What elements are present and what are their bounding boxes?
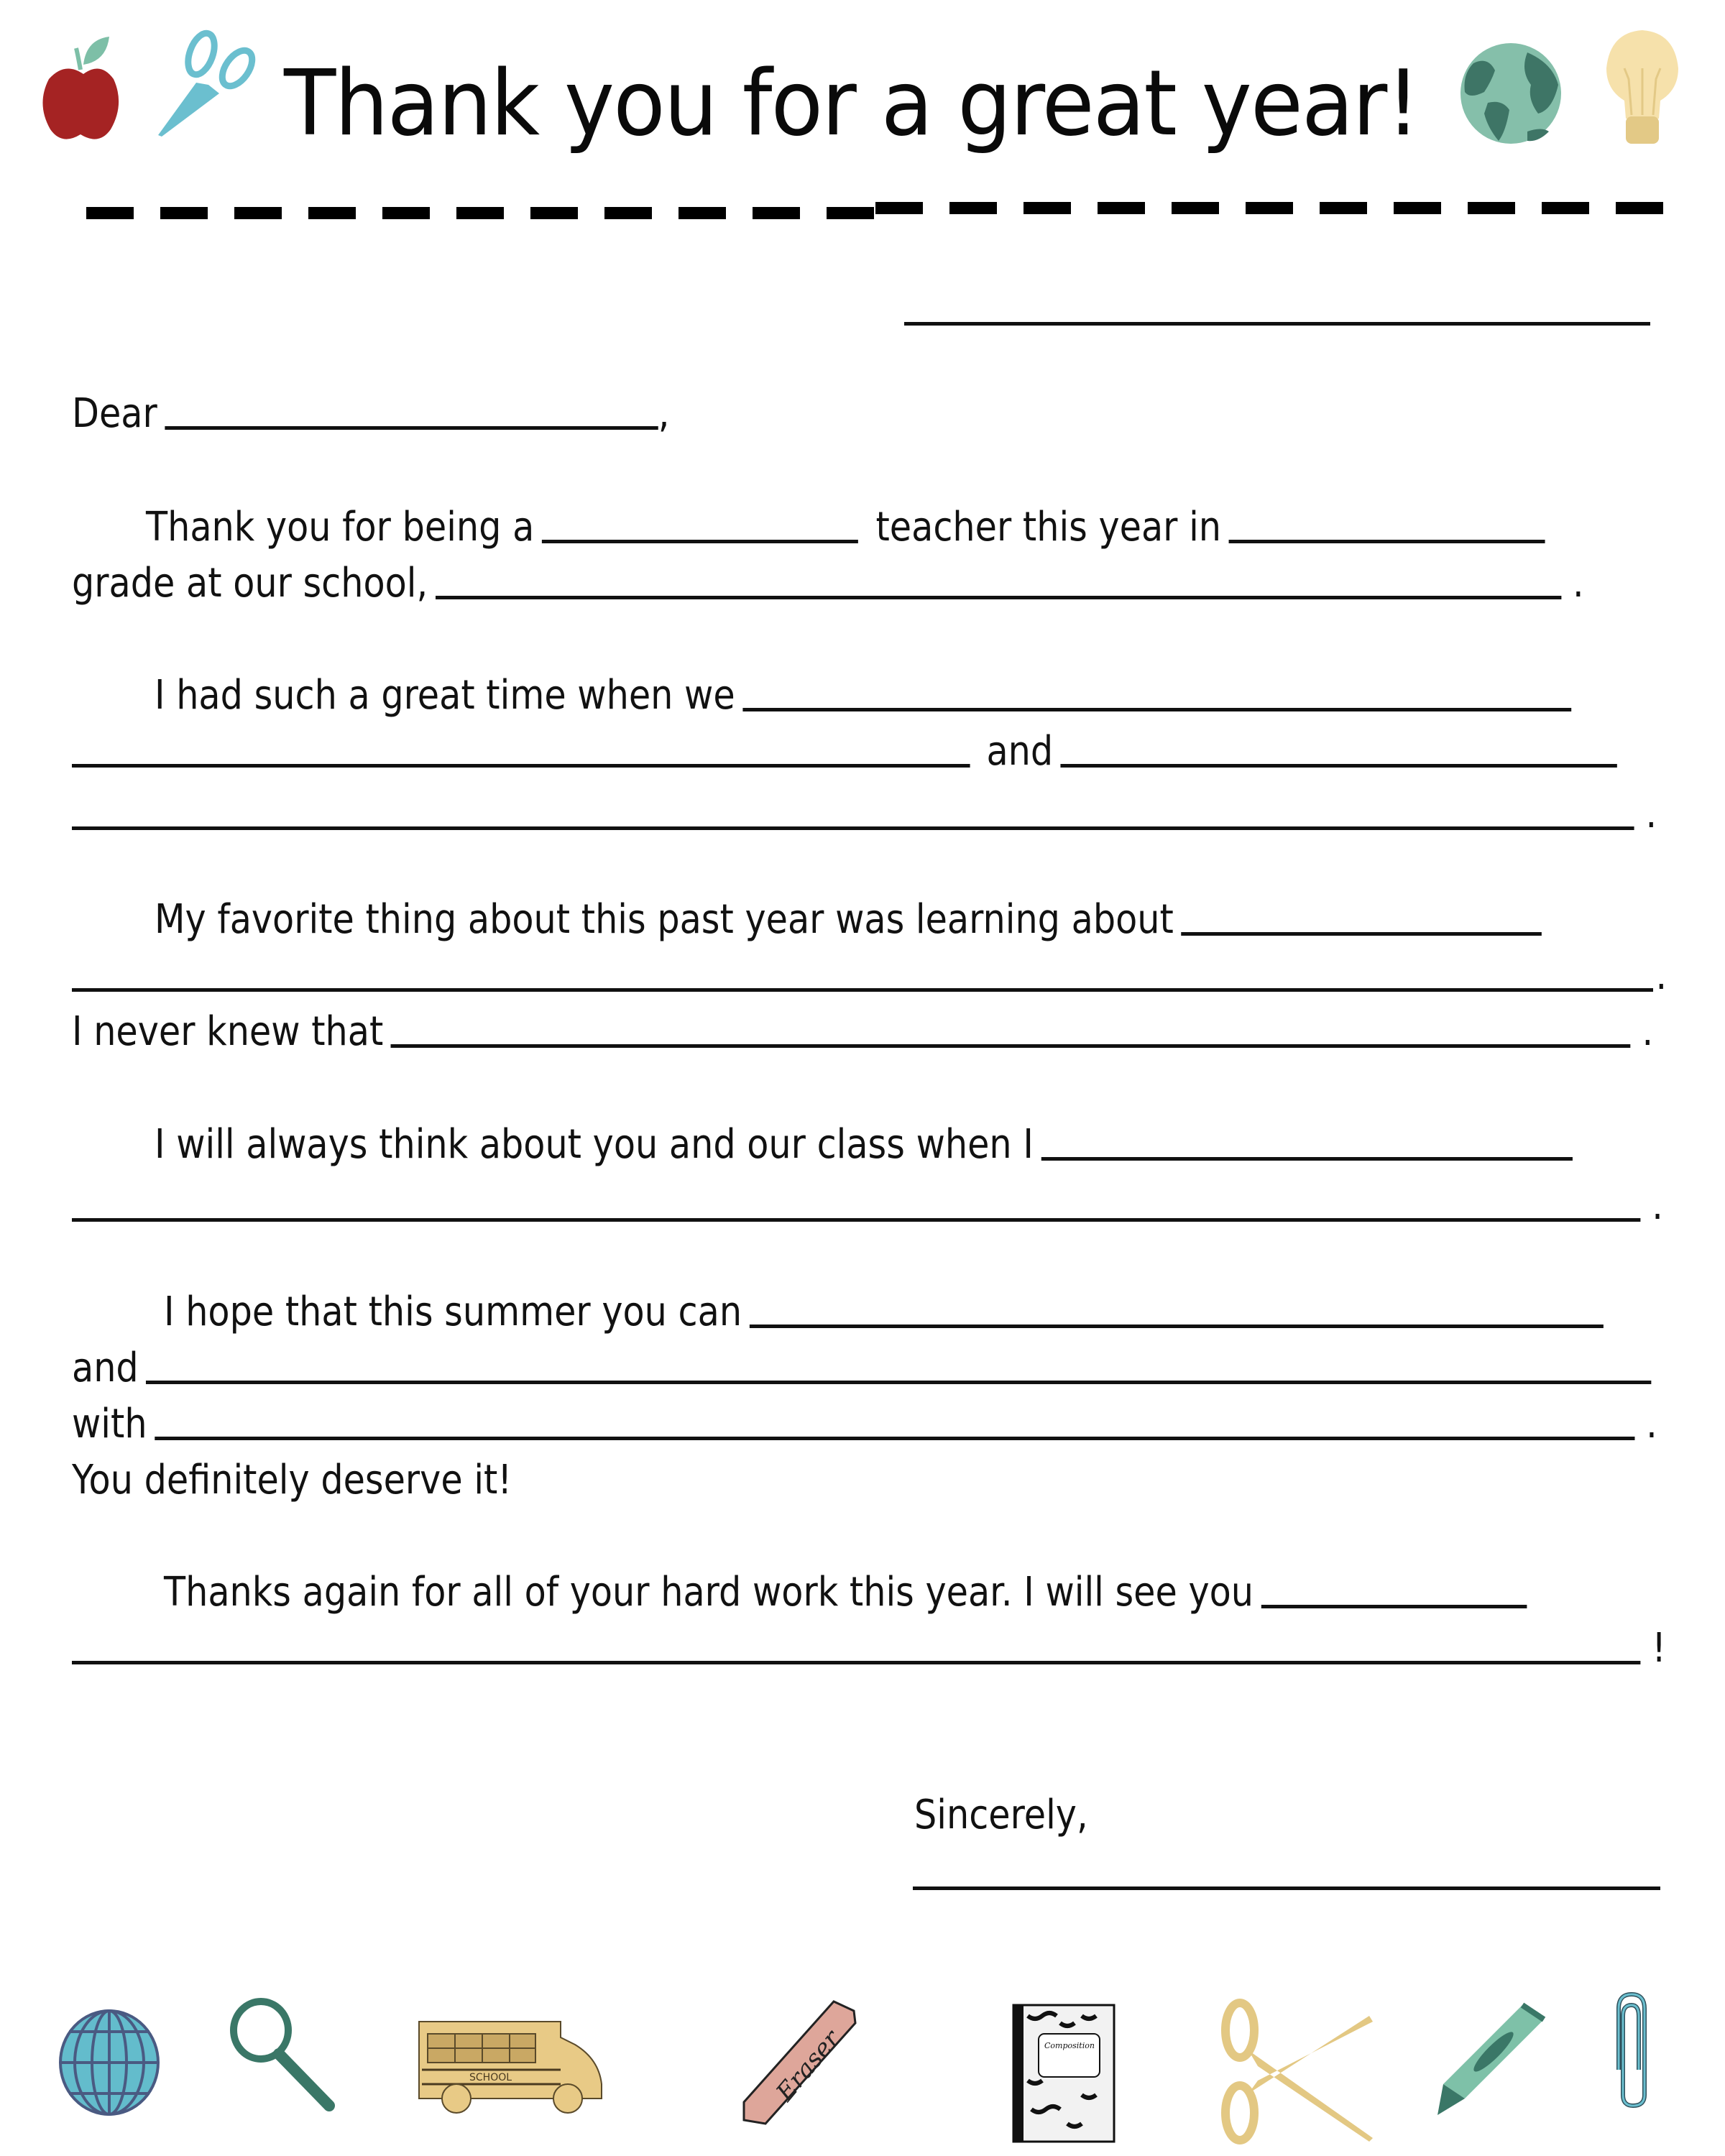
summer-blank[interactable] — [750, 1325, 1604, 1328]
p2-line1 — [155, 672, 1578, 719]
closing-line — [914, 1792, 1088, 1838]
learning-cont-blank[interactable] — [72, 988, 1653, 992]
p2-text-a: I had such a great time when we — [155, 672, 735, 719]
grade-blank[interactable] — [1229, 540, 1545, 543]
p2-and: and — [986, 728, 1054, 775]
p4-line1 — [155, 1121, 1578, 1168]
globe-icon — [1459, 42, 1563, 146]
p2-line3 — [72, 791, 1657, 837]
recipient-blank[interactable] — [165, 426, 658, 430]
apple-icon — [36, 32, 133, 140]
p3-line1 — [155, 896, 1548, 943]
wire-globe-icon — [58, 2009, 162, 2116]
p5-with: with — [72, 1401, 147, 1447]
greeting-line — [72, 390, 670, 437]
summer-and-blank[interactable] — [146, 1381, 1651, 1384]
p1-text-b: teacher this year in — [875, 504, 1222, 550]
composition-notebook-icon — [1010, 2001, 1118, 2145]
teacher-adjective-blank[interactable] — [542, 540, 858, 543]
see-you-cont-blank[interactable] — [72, 1661, 1640, 1664]
think-about-cont-blank[interactable] — [72, 1218, 1640, 1222]
p3-line3 — [72, 1008, 1654, 1055]
p3-line2 — [72, 952, 1668, 999]
closing-text: Sincerely, — [914, 1792, 1088, 1838]
p5-period: . — [1646, 1401, 1657, 1447]
activity1-cont-blank[interactable] — [72, 764, 970, 768]
p2-period: . — [1645, 791, 1657, 837]
p5-line4 — [72, 1457, 512, 1503]
activity2-cont-blank[interactable] — [72, 826, 1634, 830]
greeting-prefix: Dear — [72, 390, 157, 437]
summer-with-blank[interactable] — [155, 1437, 1634, 1440]
activity1-blank[interactable] — [742, 708, 1571, 711]
p6-text-a: Thanks again for all of your hard work this year. I will see you — [164, 1569, 1254, 1616]
p1-text-a: Thank you for being a — [146, 504, 535, 550]
p5-line2 — [72, 1345, 1657, 1391]
p5-line3 — [72, 1401, 1657, 1447]
p5-text-deserve: You definitely deserve it! — [72, 1457, 512, 1503]
see-you-blank[interactable] — [1261, 1605, 1527, 1608]
header-dash-rule-left — [86, 207, 874, 219]
paperclip-icon — [1610, 1991, 1653, 2109]
scissors-icon — [155, 29, 266, 144]
activity2-blank[interactable] — [1061, 764, 1617, 768]
p4-line2 — [72, 1182, 1663, 1229]
p5-line1 — [164, 1289, 1609, 1335]
p1-text-c: grade at our school, — [72, 560, 428, 607]
header-dash-rule-right — [875, 202, 1663, 214]
p1-period: . — [1572, 560, 1584, 607]
lightbulb-icon — [1603, 29, 1682, 147]
page-title: Thank you for a great year! — [284, 50, 1420, 156]
p3-period: . — [1655, 952, 1668, 999]
notebook-label: Composition — [1044, 2041, 1095, 2050]
p6-line2 — [72, 1625, 1666, 1672]
p3-text-a: My favorite thing about this past year was learning about — [155, 896, 1174, 943]
p2-line2 — [72, 728, 1624, 775]
p6-line1 — [164, 1569, 1533, 1616]
p5-and: and — [72, 1345, 139, 1391]
p4-text-a: I will always think about you and our class when I — [155, 1121, 1034, 1168]
greeting-comma: , — [658, 390, 670, 437]
p5-text-a: I hope that this summer you can — [164, 1289, 742, 1335]
never-knew-blank[interactable] — [391, 1044, 1631, 1048]
p3-text-b: I never knew that — [72, 1008, 384, 1055]
p1-line2 — [72, 560, 1584, 607]
p1-line1 — [146, 504, 1551, 550]
eraser-label: Eraser — [770, 2024, 846, 2107]
school-bus-icon — [413, 2016, 607, 2116]
signature-blank[interactable] — [913, 1886, 1660, 1890]
crayon-icon — [1436, 2001, 1551, 2116]
magnifying-glass-icon — [229, 1998, 336, 2113]
p4-period: . — [1652, 1182, 1663, 1229]
learning-blank[interactable] — [1181, 932, 1542, 936]
bus-label: SCHOOL — [469, 2072, 512, 2083]
p6-exclamation: ! — [1652, 1625, 1666, 1672]
p3-period-2: . — [1642, 1008, 1654, 1055]
school-blank[interactable] — [436, 596, 1561, 599]
gold-scissors-icon — [1218, 1994, 1384, 2145]
think-about-blank[interactable] — [1041, 1157, 1572, 1161]
eraser-icon — [726, 1991, 870, 2127]
date-blank[interactable] — [904, 322, 1650, 326]
